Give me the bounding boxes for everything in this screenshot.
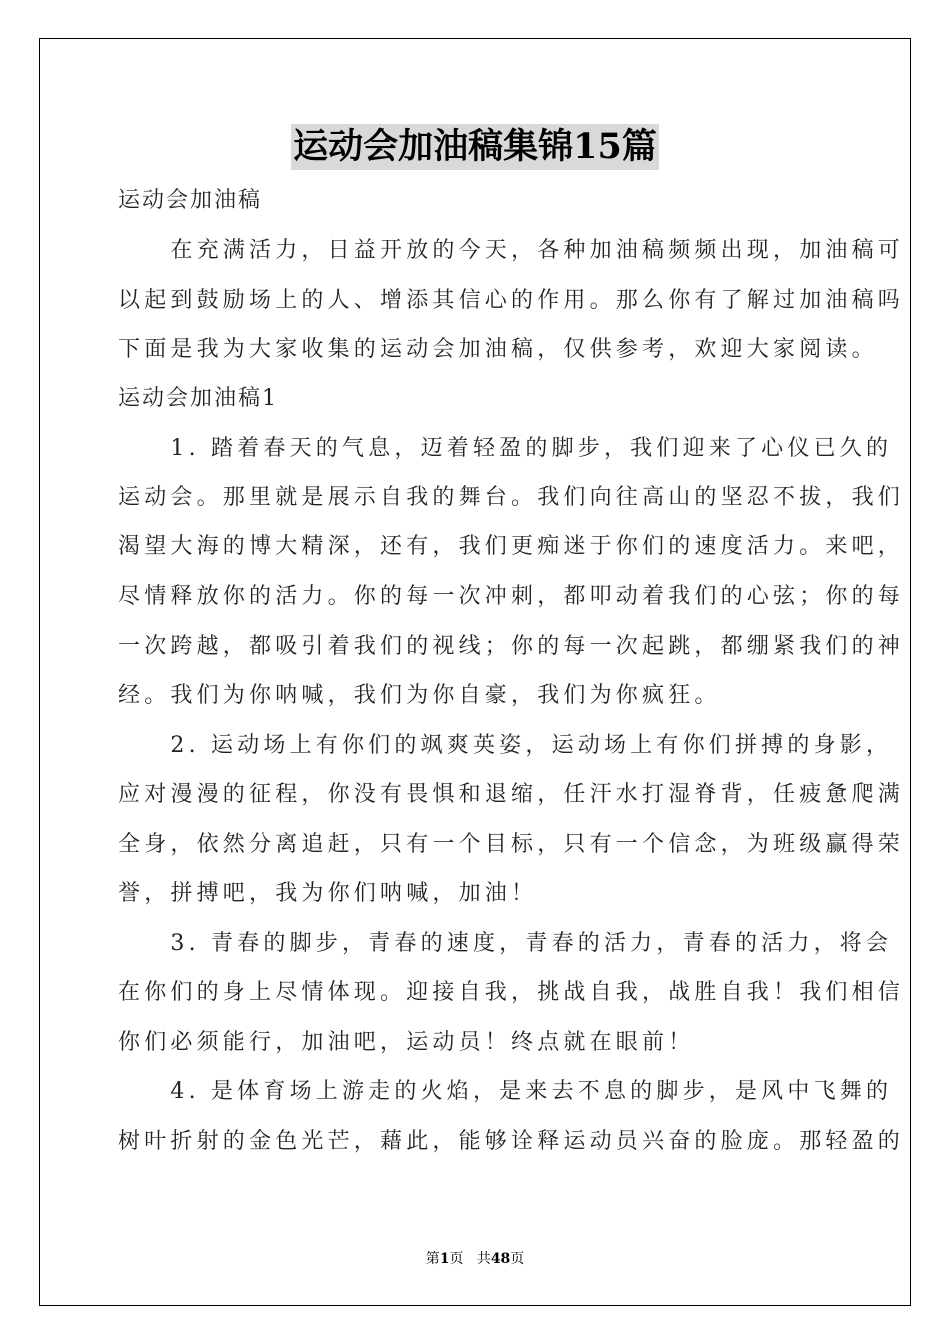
paragraph-line: 全身，依然分离追赶，只有一个目标，只有一个信念，为班级赢得荣: [118, 832, 905, 857]
total-suffix: 页: [510, 1251, 525, 1267]
page-suffix: 页: [449, 1251, 464, 1267]
paragraph-line: 在充满活力，日益开放的今天，各种加油稿频频出现，加油稿可: [118, 238, 905, 263]
page-footer: [0, 1248, 950, 1268]
page-number: 1: [439, 1251, 450, 1267]
paragraph-line: 1. 踏着春天的气息，迈着轻盈的脚步，我们迎来了心仪已久的: [118, 436, 893, 461]
paragraph-line: 一次跨越，都吸引着我们的视线；你的每一次起跳，都绷紧我们的神: [118, 634, 905, 659]
paragraph-line: 3. 青春的脚步，青春的速度，青春的活力，青春的活力，将会: [118, 931, 893, 956]
paragraph-line: 2. 运动场上有你们的飒爽英姿，运动场上有你们拼搏的身影，: [118, 733, 893, 758]
total-prefix: 共: [476, 1251, 491, 1267]
total-pages: 48: [490, 1251, 511, 1267]
page-border: [39, 38, 911, 1306]
paragraph-line: 树叶折射的金色光芒，藉此，能够诠释运动员兴奋的脸庞。那轻盈的: [118, 1129, 905, 1154]
paragraph-line: 4. 是体育场上游走的火焰，是来去不息的脚步，是风中飞舞的: [118, 1079, 893, 1104]
page-prefix: 第: [425, 1251, 440, 1267]
paragraph-line: 尽情释放你的活力。你的每一次冲刺，都叩动着我们的心弦；你的每: [118, 584, 905, 609]
paragraph-line: 应对漫漫的征程，你没有畏惧和退缩，任汗水打湿脊背，任疲惫爬满: [118, 782, 905, 807]
paragraph-line: 你们必须能行，加油吧，运动员！终点就在眼前！: [118, 1030, 695, 1055]
document-title: 运动会加油稿集锦15篇: [291, 124, 659, 170]
paragraph-line: 在你们的身上尽情体现。迎接自我，挑战自我，战胜自我！我们相信: [118, 980, 905, 1005]
paragraph-line: 经。我们为你呐喊，我们为你自豪，我们为你疯狂。: [118, 683, 721, 708]
paragraph-line: 运动会。那里就是展示自我的舞台。我们向往高山的坚忍不拔，我们: [118, 485, 905, 510]
section-heading: 运动会加油稿1: [118, 386, 278, 411]
section-heading: 运动会加油稿: [118, 188, 263, 213]
title-container: [0, 124, 950, 170]
paragraph-line: 誉，拼搏吧，我为你们呐喊，加油！: [118, 881, 538, 906]
paragraph-line: 下面是我为大家收集的运动会加油稿，仅供参考，欢迎大家阅读。: [118, 337, 878, 362]
paragraph-line: 渴望大海的博大精深，还有，我们更痴迷于你们的速度活力。来吧，: [118, 534, 905, 559]
paragraph-line: 以起到鼓励场上的人、增添其信心的作用。那么你有了解过加油稿吗: [118, 288, 905, 313]
